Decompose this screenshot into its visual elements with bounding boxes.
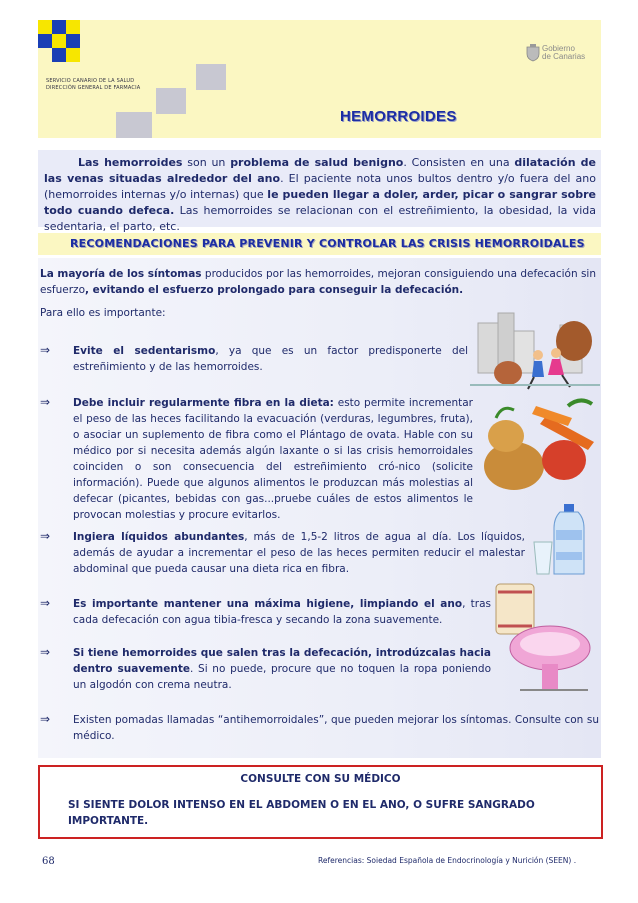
item-arrow-icon: ⇒ — [40, 712, 51, 726]
consult-warning: SI SIENTE DOLOR INTENSO EN EL ABDOMEN O EN EL ANO, O SUFRE SANGRADO IMPORTANTE. — [68, 799, 535, 827]
gobierno-shield-icon — [526, 44, 540, 62]
vegetables-illustration — [476, 396, 600, 494]
recommendation-sedentarism: Evite el sedentarismo, ya que es un factor predisponerte del estreñimiento y de las hemorroides. — [73, 345, 468, 373]
item-arrow-icon: ⇒ — [40, 529, 51, 543]
page-title: HEMORROIDES — [340, 108, 457, 125]
gobierno-canarias-label: Gobierno de Canarias — [542, 44, 586, 61]
item-arrow-icon: ⇒ — [40, 343, 51, 357]
recommendation-ointments: Existen pomadas llamadas “antihemorroidales”, que pueden mejorar los síntomas. Consulte con su médico. — [73, 714, 599, 742]
recommendation-fiber: Debe incluir regularmente fibra en la dieta: esto permite incrementar el peso de las heces facilitando la evacuación (verduras, legumbres, fruta), o asociar un suplemento de fibra como el Plántago de ovata. Hable con su médico por si necesita además algún laxante o si las crisis hemorroidales coinciden o son consecuencia del estreñimiento cró-nico (solicite información). Puede que algunos alimentos le produzcan más molestias al defecar (picantes, bebidas con gas...pruebe cuáles de estos alimentos le provocan molestias y procure evitarlos. — [73, 397, 473, 521]
item-arrow-icon: ⇒ — [40, 645, 51, 659]
lead-paragraph: La mayoría de los síntomas producidos por las hemorroides, mejoran consiguiendo una defecación sin esfuerzo, evitando el esfuerzo prolongado para conseguir la defecación. — [40, 268, 596, 296]
item-arrow-icon: ⇒ — [40, 395, 51, 409]
references: Referencias: Soiedad Española de Endocrinología y Nurición (SEEN) . — [318, 856, 577, 865]
important-label: Para ello es importante: — [40, 307, 166, 319]
intro-paragraph: Las hemorroides son un problema de salud benigno. Consisten en una dilatación de las venas situadas alrededor del ano. El paciente nota unos bultos dentro y/o fuera del ano (hemorroides internas y/o internas) que le pueden llegar a doler, arder, picar o sangrar sobre todo cuando defeca. Las hemorroides se relacionan con el estreñimiento, la obesidad, la vida sedentaria, el parto, etc. — [44, 156, 596, 233]
item-arrow-icon: ⇒ — [40, 596, 51, 610]
page-number: 68 — [42, 856, 55, 867]
recommendation-reintroduce: Si tiene hemorroides que salen tras la defecación, introdúzcalas hacia dentro suavemente. Si no puede, procure que no toquen la ropa poniendo un algodón con crema neutra. — [73, 647, 491, 691]
recommendations-title: RECOMENDACIONES PARA PREVENIR Y CONTROLAR LAS CRISIS HEMORROIDALES — [70, 237, 585, 250]
recommendation-liquids: Ingiera líquidos abundantes, más de 1,5-2 litros de agua al día. Los líquidos, además de ayudar a incrementar el peso de las heces permiten reducir el malestar abdominal que pueda causar una dieta rica en fibra. — [73, 531, 525, 575]
water-bottle-illustration — [530, 500, 596, 578]
bidet-towel-illustration — [492, 578, 600, 696]
consult-title: CONSULTE CON SU MÉDICO — [240, 773, 401, 785]
city-walkers-illustration — [470, 305, 600, 390]
organization-name: SERVICIO CANARIO DE LA SALUD DIRECCIÓN GENERAL DE FARMACIA — [46, 78, 141, 91]
recommendation-hygiene: Es importante mantener una máxima higiene, limpiando el ano, tras cada defecación con agua tibia-fresca y secando la zona suavemente. — [73, 598, 492, 626]
